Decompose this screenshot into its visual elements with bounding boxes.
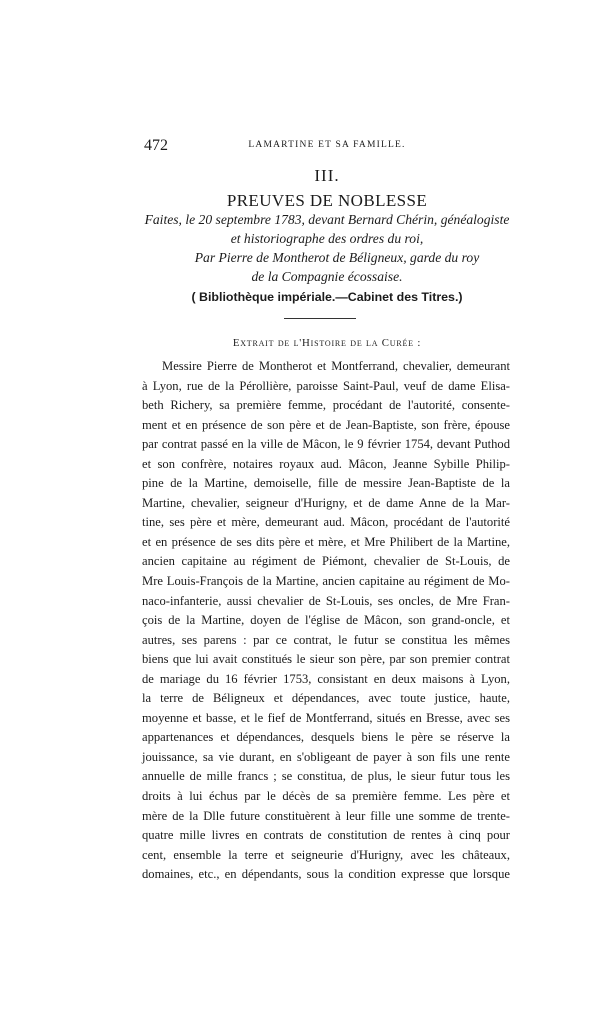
body-line: cent, ensemble la terre et seigneurie d'Hurigny, avec les châteaux, [142, 847, 510, 862]
body-line: de mariage du 16 février 1753, consistant en deux maisons à Lyon, [142, 671, 510, 686]
running-head: LAMARTINE ET SA FAMILLE. [248, 140, 406, 150]
body-line: mère de la Dlle future constituèrent à leur fille une somme de trente- [142, 808, 510, 823]
body-line: et en présence de ses dits père et mère, et Mre Philibert de la Martine, [142, 534, 510, 549]
body-line: pine de la Martine, demoiselle, fille de messire Jean-Baptiste de la [142, 476, 510, 491]
body-line: ment et en présence de son père et de Jean-Baptiste, son frère, épouse [142, 417, 510, 432]
body-line: çois de la Martine, doyen de l'église de Mâcon, son grand-oncle, et [142, 613, 510, 628]
extract-heading-text: Extrait de l'Histoire de la Curée : [232, 337, 422, 349]
page-number: 472 [144, 137, 168, 154]
body-line: et son confrère, notaires royaux aud. Mâcon, Jeanne Sybille Philip- [142, 456, 510, 471]
body-line: annuelle de mille francs ; se constitua, de plus, le sieur futur tous les [142, 769, 510, 784]
body-line: beth Richery, sa première femme, procédant de l'autorité, consente- [142, 398, 510, 413]
section-divider [284, 318, 356, 319]
body-line: moyenne et basse, et le fief de Montferrand, situés en Bresse, avec ses [142, 710, 510, 725]
body-line: ancien capitaine au régiment de Piémont, chevalier de St-Louis, de [142, 554, 510, 569]
body-paragraph [142, 357, 510, 885]
body-line: Martine, chevalier, seigneur d'Hurigny, et de dame Anne de la Mar- [142, 495, 510, 510]
section-title: PREUVES DE NOBLESSE [226, 191, 428, 210]
subtitle-line: et historiographe des ordres du roi, [230, 231, 424, 246]
body-line: quatre mille livres en contrats de constitution de rentes à cinq pour [142, 828, 510, 843]
section-number: III. [314, 166, 340, 185]
body-line: naco-infanterie, aussi chevalier de St-Louis, ses oncles, de Mre Fran- [142, 593, 510, 608]
page-header [144, 137, 510, 157]
body-line: la terre de Béligneux et dépendances, avec toute justice, haute, [142, 691, 510, 706]
body-line: jouissance, sa vie durant, en s'obligeant de payer à son fils une rente [142, 749, 510, 764]
body-line: biens que lui avait constitués le sieur son père, par son premier contrat [142, 652, 510, 667]
extract-heading [140, 337, 514, 349]
body-line: autres, ses parens : par ce contrat, le futur se constitua les mêmes [142, 632, 510, 647]
subtitle-line: Par Pierre de Montherot de Béligneux, garde du roy [194, 250, 480, 265]
body-line: tine, ses père et mère, demeurant aud. Mâcon, procédant de l'autorité [142, 515, 510, 530]
body-line: appartenances et dépendances, desquels biens le père se réserve la [142, 730, 510, 745]
body-line: par contrat passé en la ville de Mâcon, le 9 février 1754, devant Puthod [142, 437, 510, 452]
body-line: à Lyon, rue de la Pérollière, paroisse Saint-Paul, veuf de dame Elisa- [142, 378, 510, 393]
subtitle-line: Faites, le 20 septembre 1783, devant Bernard Chérin, généalogiste [144, 212, 510, 227]
subtitle-line: de la Compagnie écossaise. [251, 269, 403, 284]
body-line: domaines, etc., en dépendants, sous la condition expresse que lorsque [142, 867, 510, 882]
body-line: Mre Louis-François de la Martine, ancien capitaine au régiment de Mo- [142, 574, 510, 589]
body-line: droits à lui échus par le décès de sa première femme. Les père et [142, 789, 510, 804]
source-citation: ( Bibliothèque impériale.—Cabinet des Titres.) [191, 290, 463, 304]
body-line: Messire Pierre de Montherot et Montferrand, chevalier, demeurant [162, 359, 510, 373]
